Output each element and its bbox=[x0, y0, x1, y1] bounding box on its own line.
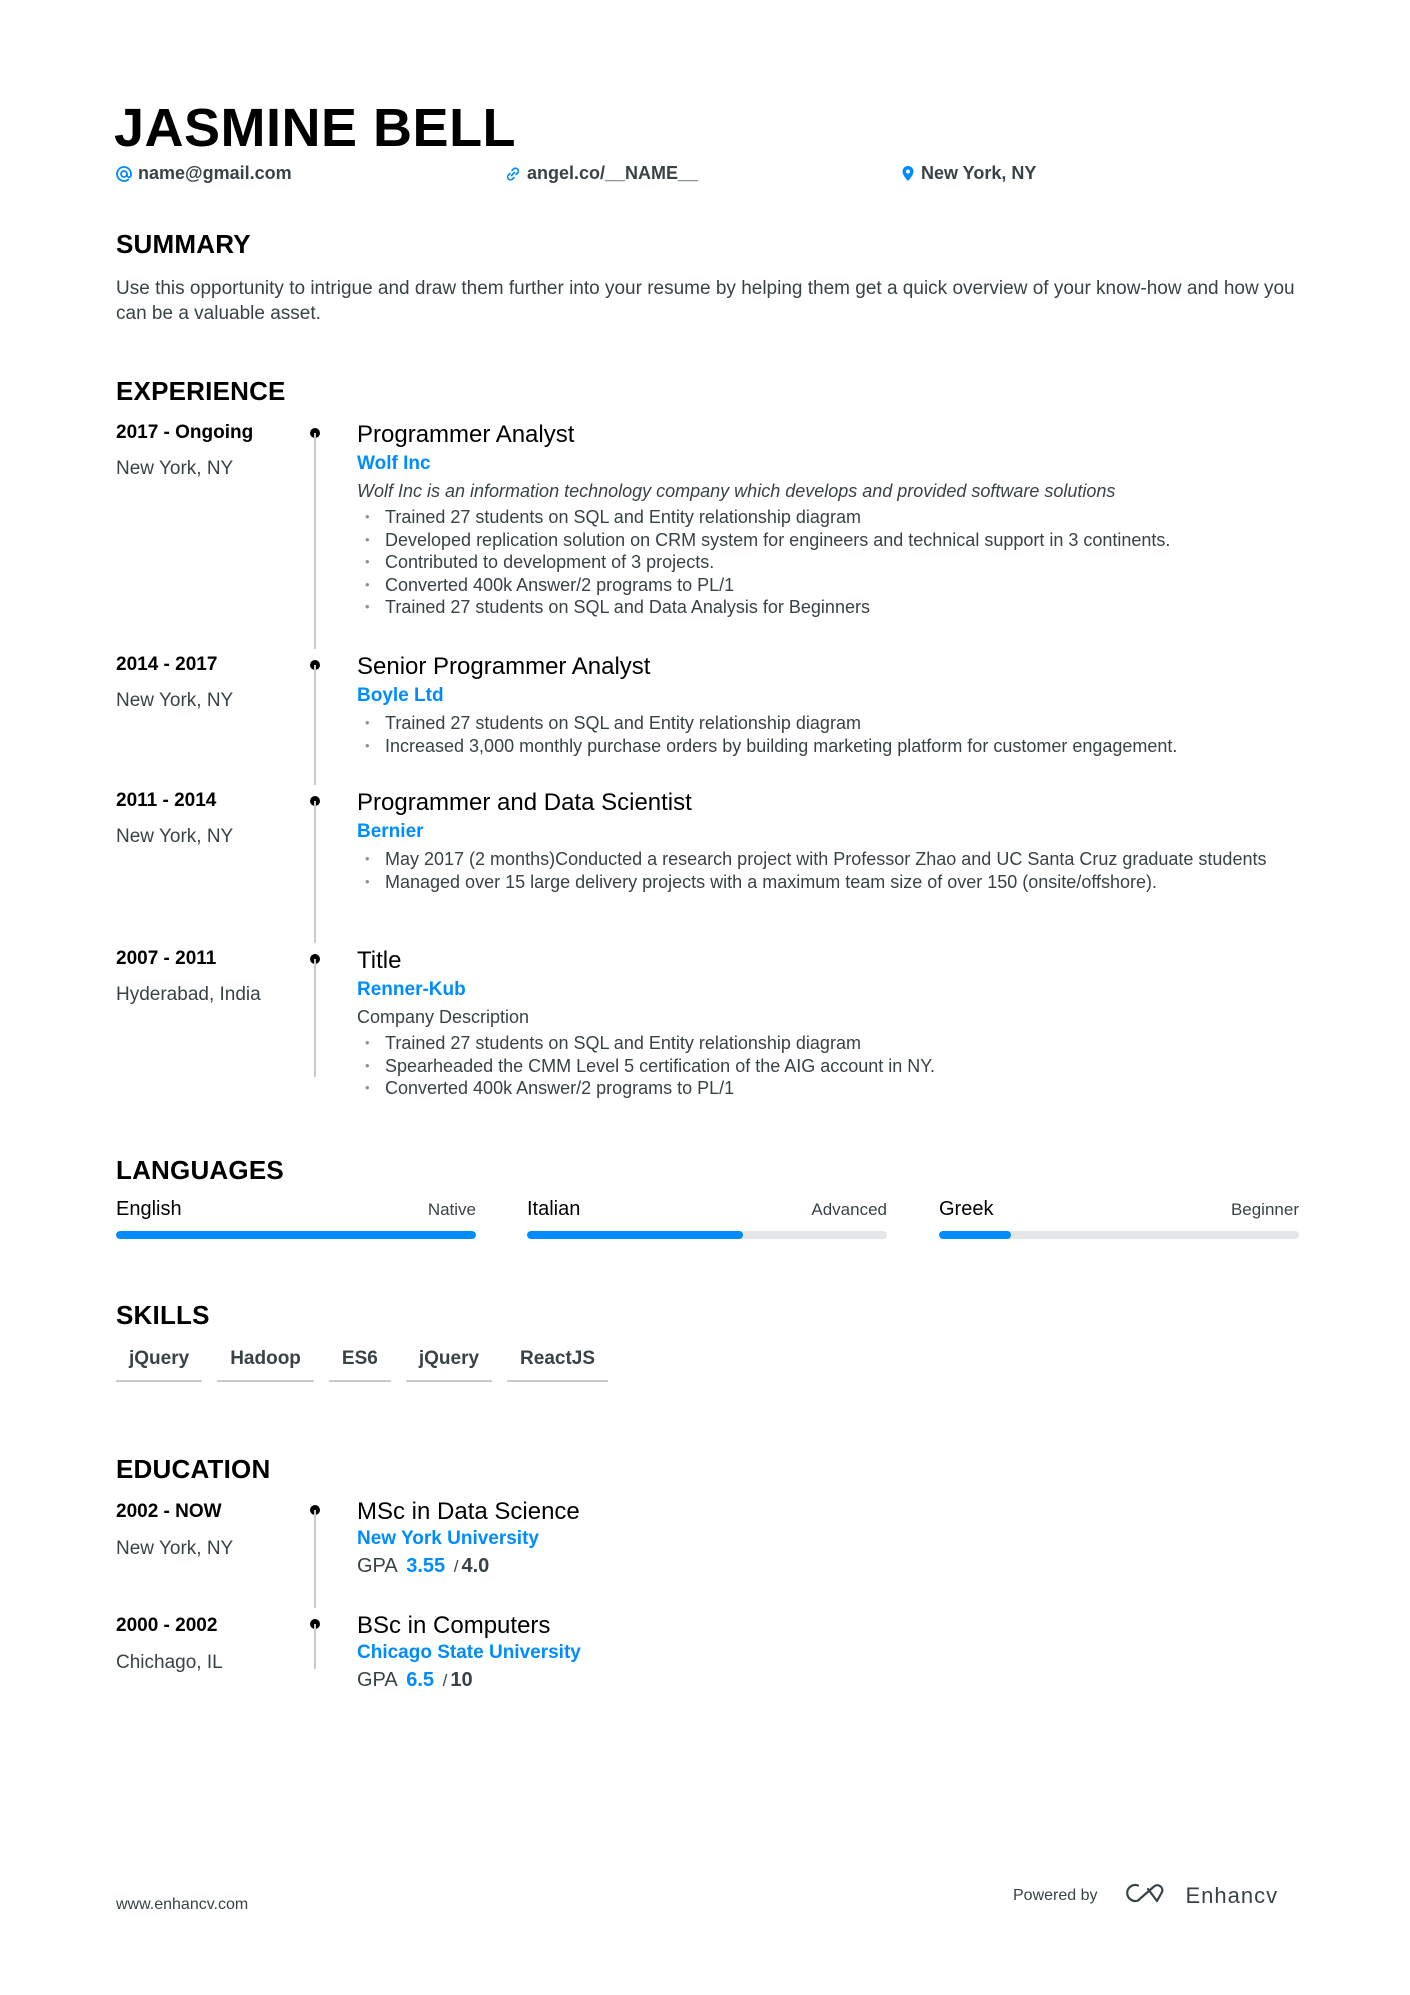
experience-entry bbox=[357, 788, 1297, 893]
education-location: New York, NY bbox=[116, 1538, 234, 1559]
degree-title: MSc in Data Science bbox=[357, 1498, 580, 1525]
experience-location: New York, NY bbox=[116, 690, 234, 711]
language-name: Greek bbox=[939, 1198, 994, 1220]
gpa-separator: / bbox=[442, 1671, 448, 1690]
gpa bbox=[357, 1551, 1297, 1582]
gpa-value: 3.55 bbox=[406, 1555, 446, 1577]
education-date: 2000 - 2002 bbox=[116, 1615, 218, 1636]
company-name[interactable]: Boyle Ltd bbox=[357, 685, 444, 706]
link-icon bbox=[505, 166, 521, 182]
contact-link-text: angel.co/__NAME__ bbox=[527, 163, 699, 183]
bullet-item: • May 2017 (2 months)Conducted a research project with Professor Zhao and UC Santa Cruz graduate students bbox=[357, 848, 1277, 871]
summary-heading: SUMMARY bbox=[116, 229, 251, 259]
language-level: Advanced bbox=[811, 1200, 887, 1219]
experience-heading: EXPERIENCE bbox=[116, 376, 286, 406]
job-title: Programmer Analyst bbox=[357, 421, 575, 448]
enhancv-logo-icon bbox=[1124, 1881, 1172, 1910]
school-name[interactable]: Chicago State University bbox=[357, 1642, 581, 1663]
location-pin-icon bbox=[901, 165, 915, 182]
education-heading: EDUCATION bbox=[116, 1454, 271, 1484]
experience-date: 2007 - 2011 bbox=[116, 948, 217, 969]
contact-email[interactable] bbox=[116, 163, 292, 184]
bullet-item: • Developed replication solution on CRM system for engineers and technical support in 3 continents. bbox=[357, 529, 1297, 552]
timeline-line bbox=[314, 1510, 316, 1608]
job-title: Programmer and Data Scientist bbox=[357, 789, 692, 816]
experience-entry bbox=[357, 946, 1297, 1100]
gpa bbox=[357, 1665, 1297, 1696]
language-item bbox=[116, 1198, 476, 1239]
bullet-item: • Trained 27 students on SQL and Entity relationship diagram bbox=[357, 506, 1297, 529]
bullet-item: • Trained 27 students on SQL and Data Analysis for Beginners bbox=[357, 596, 1297, 619]
contact-email-text: name@gmail.com bbox=[138, 163, 292, 183]
gpa-separator: / bbox=[453, 1557, 459, 1576]
gpa-label: GPA bbox=[357, 1555, 397, 1577]
language-level: Native bbox=[427, 1200, 476, 1219]
experience-entry bbox=[357, 652, 1297, 757]
contact-location bbox=[901, 163, 1036, 184]
gpa-max: 10 bbox=[450, 1669, 473, 1691]
timeline-line bbox=[314, 801, 316, 943]
skill-tag: jQuery bbox=[116, 1346, 202, 1382]
bullet-item: • Trained 27 students on SQL and Entity relationship diagram bbox=[357, 712, 1297, 735]
language-proficiency-fill bbox=[116, 1231, 476, 1239]
experience-date: 2017 - Ongoing bbox=[116, 422, 254, 443]
footer-branding[interactable] bbox=[1013, 1881, 1278, 1910]
skill-tag: ReactJS bbox=[507, 1346, 608, 1382]
brand-name: Enhancv bbox=[1185, 1882, 1279, 1908]
timeline-line bbox=[314, 1624, 316, 1669]
gpa-label: GPA bbox=[357, 1669, 397, 1691]
company-name[interactable]: Renner-Kub bbox=[357, 979, 466, 1000]
experience-location: Hyderabad, India bbox=[116, 984, 261, 1005]
degree-title: BSc in Computers bbox=[357, 1612, 551, 1639]
language-proficiency-bar bbox=[939, 1231, 1299, 1239]
bullet-list bbox=[357, 1032, 1297, 1100]
bullet-item: • Spearheaded the CMM Level 5 certification of the AIG account in NY. bbox=[357, 1055, 1297, 1078]
company-name[interactable]: Wolf Inc bbox=[357, 453, 431, 474]
timeline-line bbox=[314, 959, 316, 1077]
bullet-list bbox=[357, 712, 1297, 757]
footer-website-link[interactable]: www.enhancv.com bbox=[116, 1896, 249, 1913]
experience-date: 2011 - 2014 bbox=[116, 790, 217, 811]
skill-tag: jQuery bbox=[406, 1346, 492, 1382]
candidate-name: JASMINE BELL bbox=[114, 98, 517, 158]
language-proficiency-fill bbox=[939, 1231, 1011, 1239]
company-description: Company Description bbox=[357, 1007, 530, 1027]
education-location: Chichago, IL bbox=[116, 1652, 223, 1673]
language-proficiency-fill bbox=[527, 1231, 743, 1239]
at-icon bbox=[116, 166, 132, 182]
education-entry bbox=[357, 1497, 1297, 1582]
language-item bbox=[527, 1198, 887, 1239]
languages-heading: LANGUAGES bbox=[116, 1155, 284, 1185]
language-item bbox=[939, 1198, 1299, 1239]
experience-entry bbox=[357, 420, 1297, 619]
experience-location: New York, NY bbox=[116, 826, 234, 847]
company-description: Wolf Inc is an information technology company which develops and provided software solutions bbox=[357, 481, 1116, 501]
timeline-line bbox=[314, 433, 316, 649]
job-title: Title bbox=[357, 947, 402, 974]
skill-tag: ES6 bbox=[329, 1346, 391, 1382]
powered-by-label: Powered by bbox=[1013, 1886, 1098, 1904]
contact-link[interactable] bbox=[505, 163, 698, 184]
school-name[interactable]: New York University bbox=[357, 1528, 539, 1549]
job-title: Senior Programmer Analyst bbox=[357, 653, 651, 680]
bullet-item: • Converted 400k Answer/2 programs to PL/1 bbox=[357, 574, 1297, 597]
bullet-item: • Contributed to development of 3 projects. bbox=[357, 551, 1297, 574]
company-name[interactable]: Bernier bbox=[357, 821, 424, 842]
language-proficiency-bar bbox=[527, 1231, 887, 1239]
education-date: 2002 - NOW bbox=[116, 1501, 222, 1522]
bullet-item: • Trained 27 students on SQL and Entity relationship diagram bbox=[357, 1032, 1297, 1055]
skills-heading: SKILLS bbox=[116, 1300, 210, 1330]
bullet-item: • Increased 3,000 monthly purchase orders by building marketing platform for customer engagement. bbox=[357, 735, 1297, 758]
gpa-max: 4.0 bbox=[461, 1555, 490, 1577]
bullet-list bbox=[357, 506, 1297, 619]
gpa-value: 6.5 bbox=[406, 1669, 435, 1691]
bullet-item: • Converted 400k Answer/2 programs to PL/1 bbox=[357, 1077, 1297, 1100]
language-name: English bbox=[116, 1198, 182, 1220]
language-level: Beginner bbox=[1230, 1200, 1299, 1219]
bullet-list bbox=[357, 848, 1277, 893]
timeline-line bbox=[314, 665, 316, 785]
language-proficiency-bar bbox=[116, 1231, 476, 1239]
bullet-item: • Managed over 15 large delivery projects with a maximum team size of over 150 (onsite/offshore). bbox=[357, 871, 1277, 894]
experience-date: 2014 - 2017 bbox=[116, 654, 218, 675]
experience-location: New York, NY bbox=[116, 458, 234, 479]
skills-list bbox=[116, 1346, 608, 1382]
summary-text: Use this opportunity to intrigue and draw them further into your resume by helping them get a quick overview of your know-how and how you can be a valuable asset. bbox=[116, 278, 1295, 324]
education-entry bbox=[357, 1611, 1297, 1696]
contact-location-text: New York, NY bbox=[921, 163, 1037, 183]
language-name: Italian bbox=[527, 1198, 581, 1220]
skill-tag: Hadoop bbox=[217, 1346, 314, 1382]
